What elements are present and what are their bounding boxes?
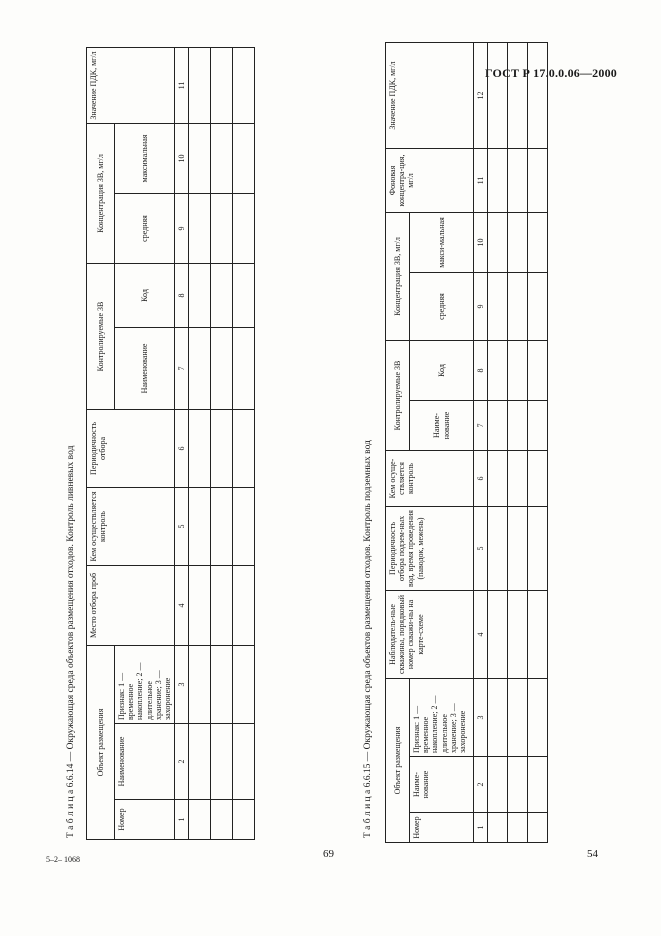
t15-h-nomer: Номер: [410, 813, 474, 843]
t15-h-nablyud: Наблюдатель-ные скважины, порядковый номер скважи-ны на карте-схеме: [386, 590, 474, 678]
table15-caption: Т а б л и ц а 6.6.15 — Окружающая среда объектов размещения отходов. Контроль подземных вод: [363, 440, 373, 838]
t15-h-kod: Код: [410, 340, 474, 400]
table14-wrap: [86, 47, 255, 840]
t14-h-priznak: Признак: 1 — временное накопление; 2 — длительное хранение; 3 — захоронение: [115, 645, 175, 723]
footer-print-code: 5–2– 1068: [46, 855, 80, 864]
t14-num: 3: [175, 645, 189, 723]
t15-h-object: Объект размещения: [386, 678, 410, 842]
t15-h-sred: средняя: [410, 272, 474, 340]
table-row: [488, 42, 508, 842]
t14-h-nomer: Номер: [115, 800, 175, 840]
t15-num: 7: [474, 400, 488, 450]
table-row: [211, 47, 233, 839]
t14-h-kontr: Контролируемые ЗВ: [87, 263, 115, 409]
t15-h-period: Периодичность отбора подзем-ных вод, время проведения (паводок, межень): [386, 506, 474, 590]
t15-h-naimen: Наиме-нование: [410, 757, 474, 813]
table14: [86, 47, 255, 840]
t14-num: 4: [175, 565, 189, 645]
t14-h-period: Периодичность отбора: [87, 409, 175, 487]
t15-num: 6: [474, 450, 488, 506]
t14-h-sred: средняя: [115, 193, 175, 263]
t14-num: 10: [175, 123, 189, 193]
table15: [385, 42, 548, 843]
t15-num: 10: [474, 212, 488, 272]
table-row: [508, 42, 528, 842]
t14-h-maks: максимальная: [115, 123, 175, 193]
t14-num: 9: [175, 193, 189, 263]
t15-h-fon: Фоновая концентра-ция, мг/л: [386, 148, 474, 212]
t15-h-kontr-naim: Наиме-нование: [410, 400, 474, 450]
t14-h-konc: Концентрация ЗВ, мг/л: [87, 123, 115, 263]
t15-num: 2: [474, 757, 488, 813]
table-row: [189, 47, 211, 839]
page-number-left: 69: [323, 848, 334, 860]
t15-num: 11: [474, 148, 488, 212]
table-row: [528, 42, 548, 842]
t15-num: 5: [474, 506, 488, 590]
t15-num: 4: [474, 590, 488, 678]
t15-num: 12: [474, 42, 488, 148]
table15-wrap: [385, 42, 548, 843]
t15-h-pdk: Значение ПДК, мг/л: [386, 42, 474, 148]
t14-h-object: Объект размещения: [87, 645, 115, 839]
t14-num: 11: [175, 47, 189, 123]
t15-h-konc: Концентрация ЗВ, мг/л: [386, 212, 410, 340]
document-code: ГОСТ Р 17.0.0.06—2000: [484, 66, 617, 80]
t15-h-maks: макси-мальная: [410, 212, 474, 272]
t14-num: 1: [175, 800, 189, 840]
table-row: [233, 47, 255, 839]
table14-caption: Т а б л и ц а 6.6.14 — Окружающая среда объектов размещения отходов. Контроль ливневых вод: [66, 445, 76, 838]
t14-h-kontr-naim: Наименование: [115, 327, 175, 409]
t14-num: 6: [175, 409, 189, 487]
t14-h-naimen: Наименование: [115, 724, 175, 800]
t15-num: 8: [474, 340, 488, 400]
t15-h-priznak: Признак: 1 — временное накопление; 2 — длительное хранение; 3 — захоронение: [410, 678, 474, 756]
t15-num: 9: [474, 272, 488, 340]
t14-num: 7: [175, 327, 189, 409]
page-number-right: 54: [587, 848, 598, 860]
t14-h-mesto: Место отбора проб: [87, 565, 175, 645]
t14-num: 2: [175, 724, 189, 800]
t15-num: 1: [474, 813, 488, 843]
t14-num: 8: [175, 263, 189, 327]
t14-h-kem: Кем осуществляется контроль: [87, 487, 175, 565]
t15-h-kem: Кем осуще-ствляется контроль: [386, 450, 474, 506]
t14-h-kod: Код: [115, 263, 175, 327]
t14-h-pdk: Значение ПДК, мг/л: [87, 47, 175, 123]
t15-h-kontr: Контролируемые ЗВ: [386, 340, 410, 450]
t15-num: 3: [474, 678, 488, 756]
t14-num: 5: [175, 487, 189, 565]
